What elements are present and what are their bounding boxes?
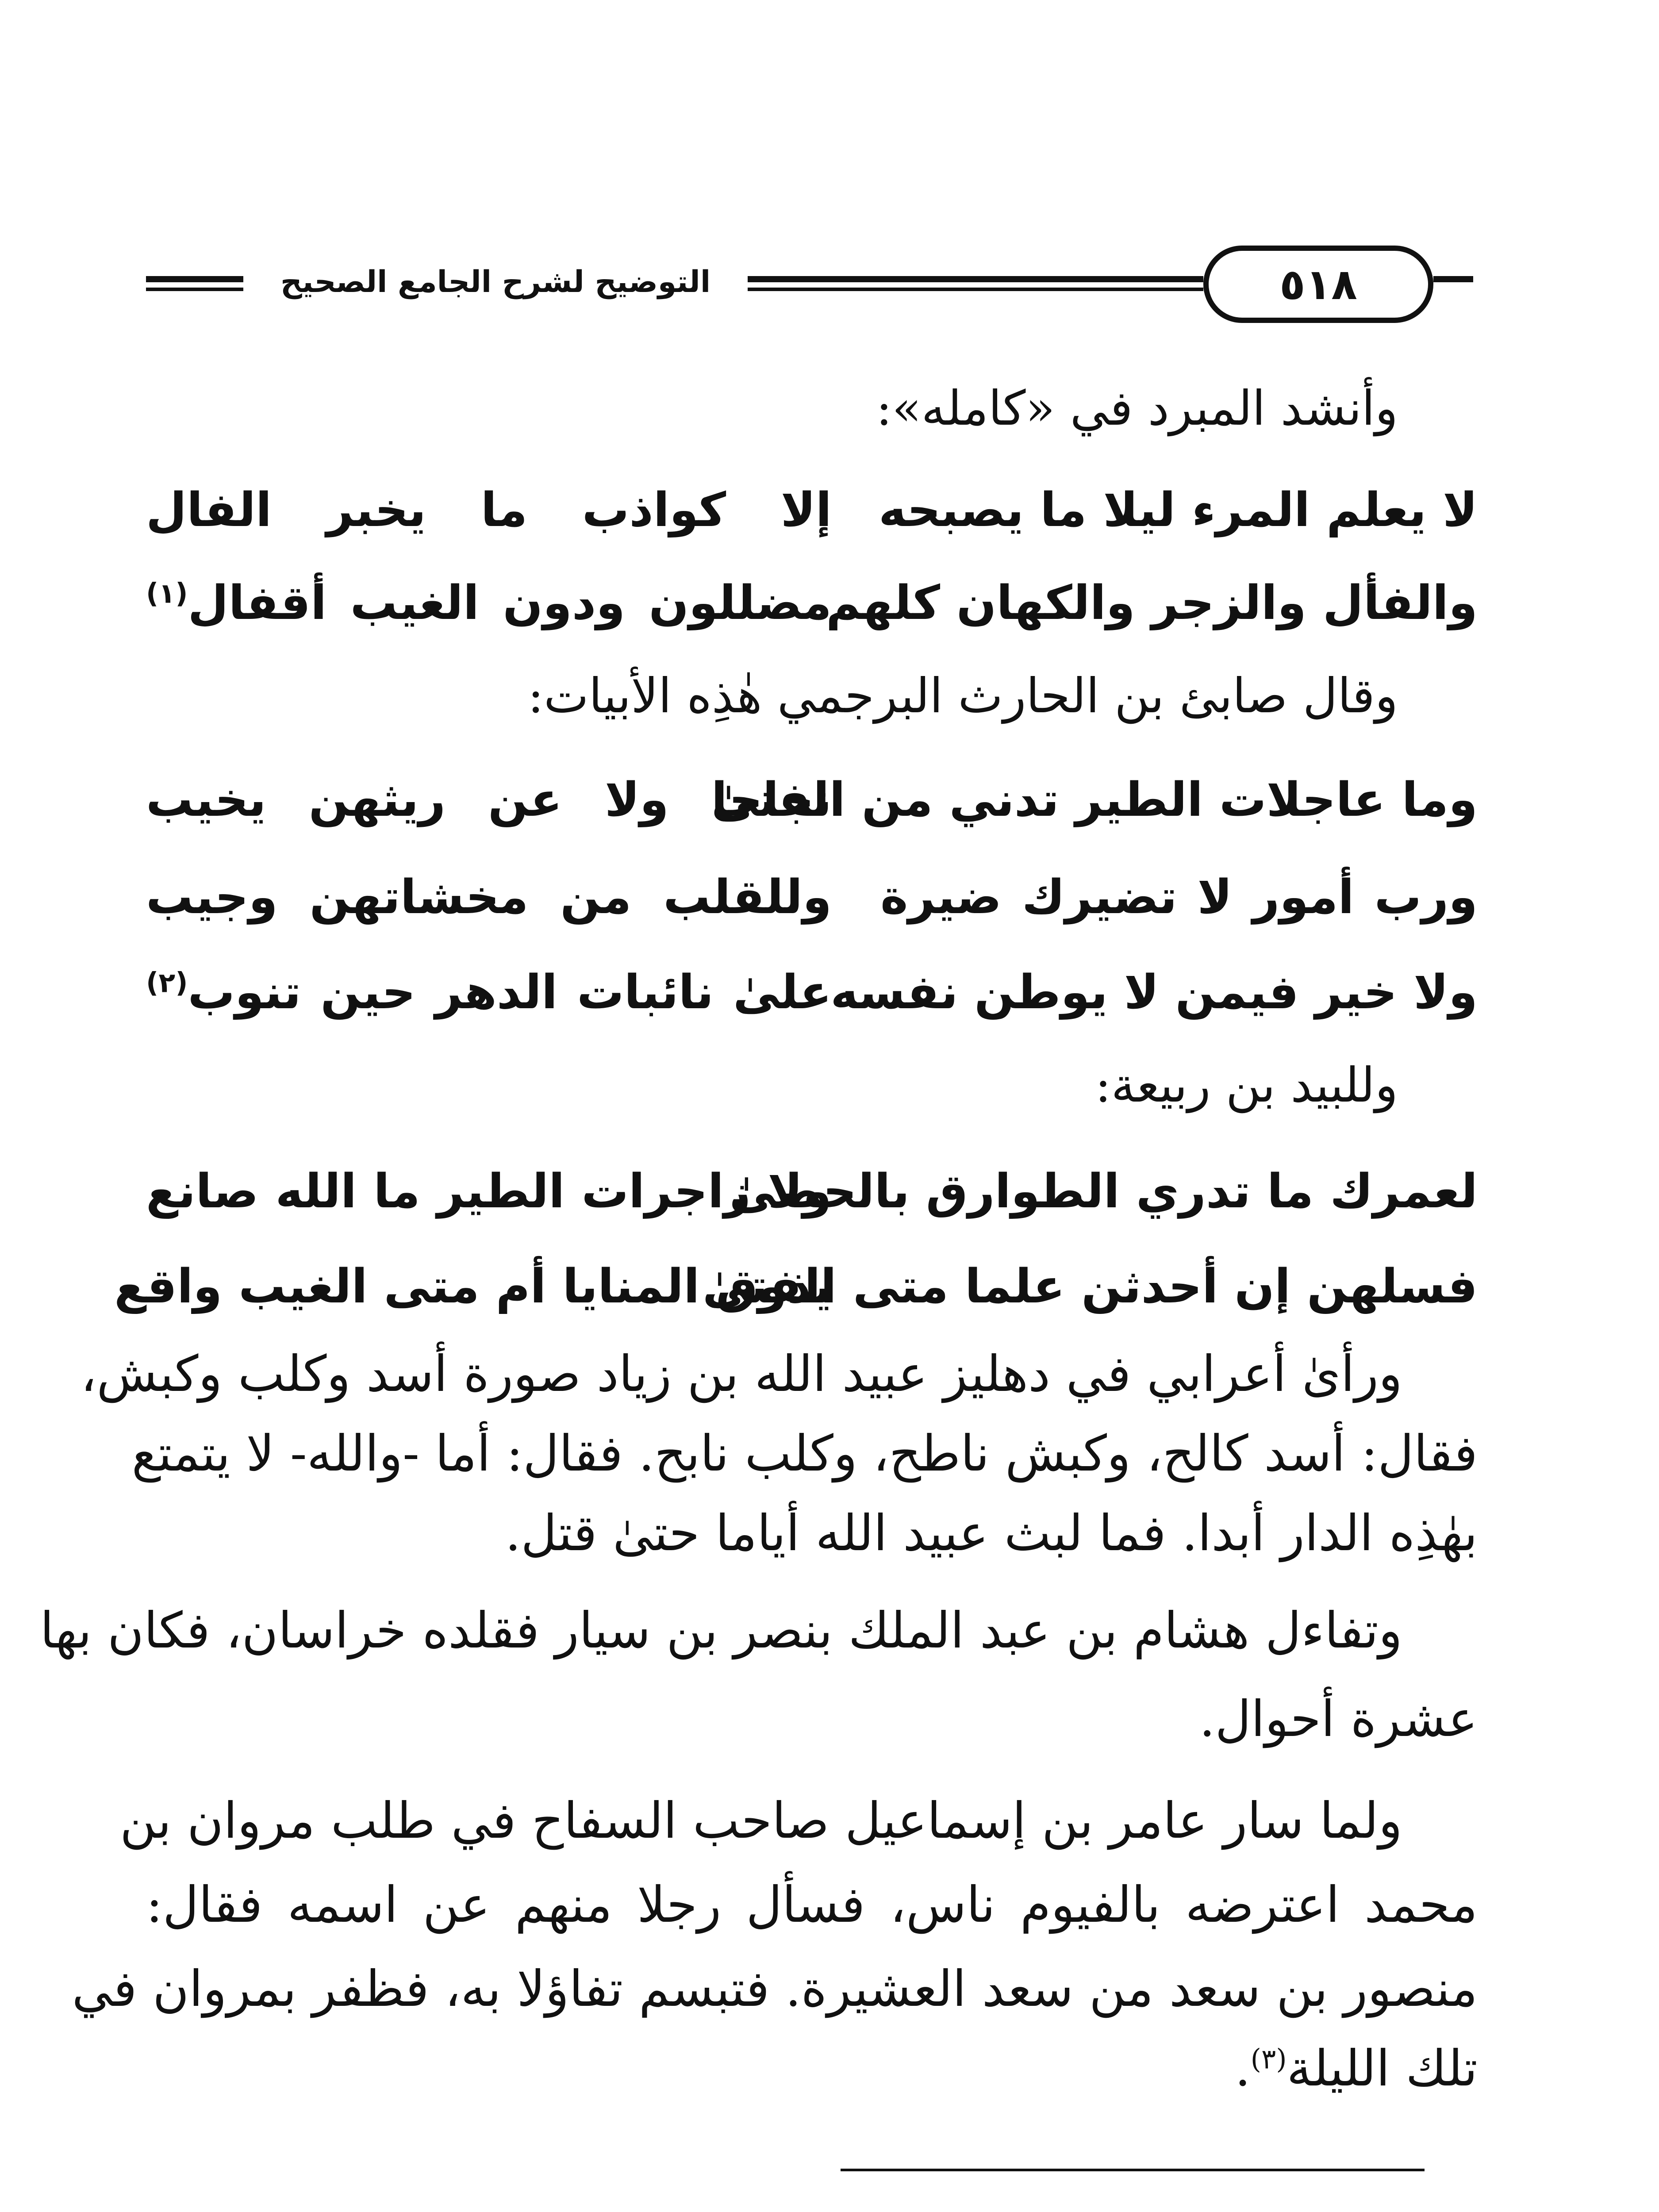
- footnote-ref: (٢): [146, 966, 188, 999]
- footnote-separator: [841, 2169, 1425, 2171]
- verse-second-hemistich: نجاحا ولا عن ريثهن يخيب: [146, 772, 832, 827]
- header-rule-right-thin: [748, 288, 1203, 291]
- page-number: ٥١٨: [1279, 259, 1357, 309]
- paragraph-line: وتفاءل هشام بن عبد الملك بنصر بن سيار فقلده خراسان، فكان بها: [40, 1602, 1402, 1659]
- verse-second-hemistich: ولا زاجرات الطير ما الله صانع: [146, 1164, 832, 1218]
- paragraph-line: فقال: أسد كالح، وكبش ناطح، وكلب نابح. فقال: أما -والله- لا يتمتع: [131, 1425, 1478, 1482]
- verse-second-hemistich: مضللون ودون الغيب أقفال$^{(١)}$: [146, 576, 832, 630]
- paragraph-line: منصور بن سعد من سعد العشيرة. فتبسم تفاؤلا به، فظفر بمروان في: [72, 1960, 1478, 2018]
- footnote-ref: (١): [146, 577, 188, 610]
- verse-second-hemistich: إلا كواذب ما يخبر الفال: [146, 483, 832, 537]
- paragraph-line: عشرة أحوال.: [1199, 1690, 1478, 1748]
- verse-first-hemistich: لا يعلم المرء ليلا ما يصبحه: [879, 483, 1478, 537]
- verse-first-hemistich: وما عاجلات الطير تدني من الفتىٰ: [711, 772, 1478, 827]
- poem-intro: وقال صابئ بن الحارث البرجمي هٰذِه الأبيات:: [527, 668, 1398, 724]
- verse-first-hemistich: فسلهن إن أحدثن علما متى الفتىٰ: [702, 1259, 1478, 1313]
- verse-first-hemistich: لعمرك ما تدري الطوارق بالحصىٰ: [729, 1164, 1478, 1218]
- header-title: التوضيح لشرح الجامع الصحيح: [280, 265, 711, 300]
- verse-first-hemistich: والفأل والزجر والكهان كلهم: [826, 576, 1478, 630]
- paragraph-line: بهٰذِه الدار أبدا. فما لبث عبيد الله أياما حتىٰ قتل.: [505, 1505, 1478, 1562]
- header-rule-right-thick: [748, 276, 1203, 282]
- paragraph-line: تلك الليلة$^{(٣)}$.: [1235, 2040, 1478, 2097]
- header-rule-tail: [1433, 276, 1473, 282]
- paragraph-line: ولما سار عامر بن إسماعيل صاحب السفاح في طلب مروان بن: [119, 1792, 1402, 1850]
- verse-second-hemistich: يذوق المنايا أم متى الغيب واقع: [114, 1259, 832, 1313]
- verse-first-hemistich: ولا خير فيمن لا يوطن نفسه: [830, 965, 1478, 1019]
- verse-second-hemistich: علىٰ نائبات الدهر حين تنوب$^{(٢)}$: [146, 965, 832, 1019]
- header-rule-left-thin: [146, 288, 243, 291]
- verse-first-hemistich: ورب أمور لا تضيرك ضيرة: [880, 870, 1478, 924]
- paragraph-line: محمد اعترضه بالفيوم ناس، فسأل رجلا منهم عن اسمه فقال:: [146, 1876, 1478, 1934]
- header-rule-left-thick: [146, 276, 243, 282]
- page-number-badge: [1203, 246, 1433, 323]
- poem-intro: وأنشد المبرد في «كامله»:: [876, 381, 1398, 436]
- paragraph-line: ورأىٰ أعرابي في دهليز عبيد الله بن زياد صورة أسد وكلب وكبش،: [81, 1345, 1402, 1403]
- verse-second-hemistich: وللقلب من مخشاتهن وجيب: [146, 870, 832, 924]
- footnote-ref: (٣): [1250, 2043, 1287, 2075]
- poem-intro: وللبيد بن ربيعة:: [1095, 1058, 1398, 1113]
